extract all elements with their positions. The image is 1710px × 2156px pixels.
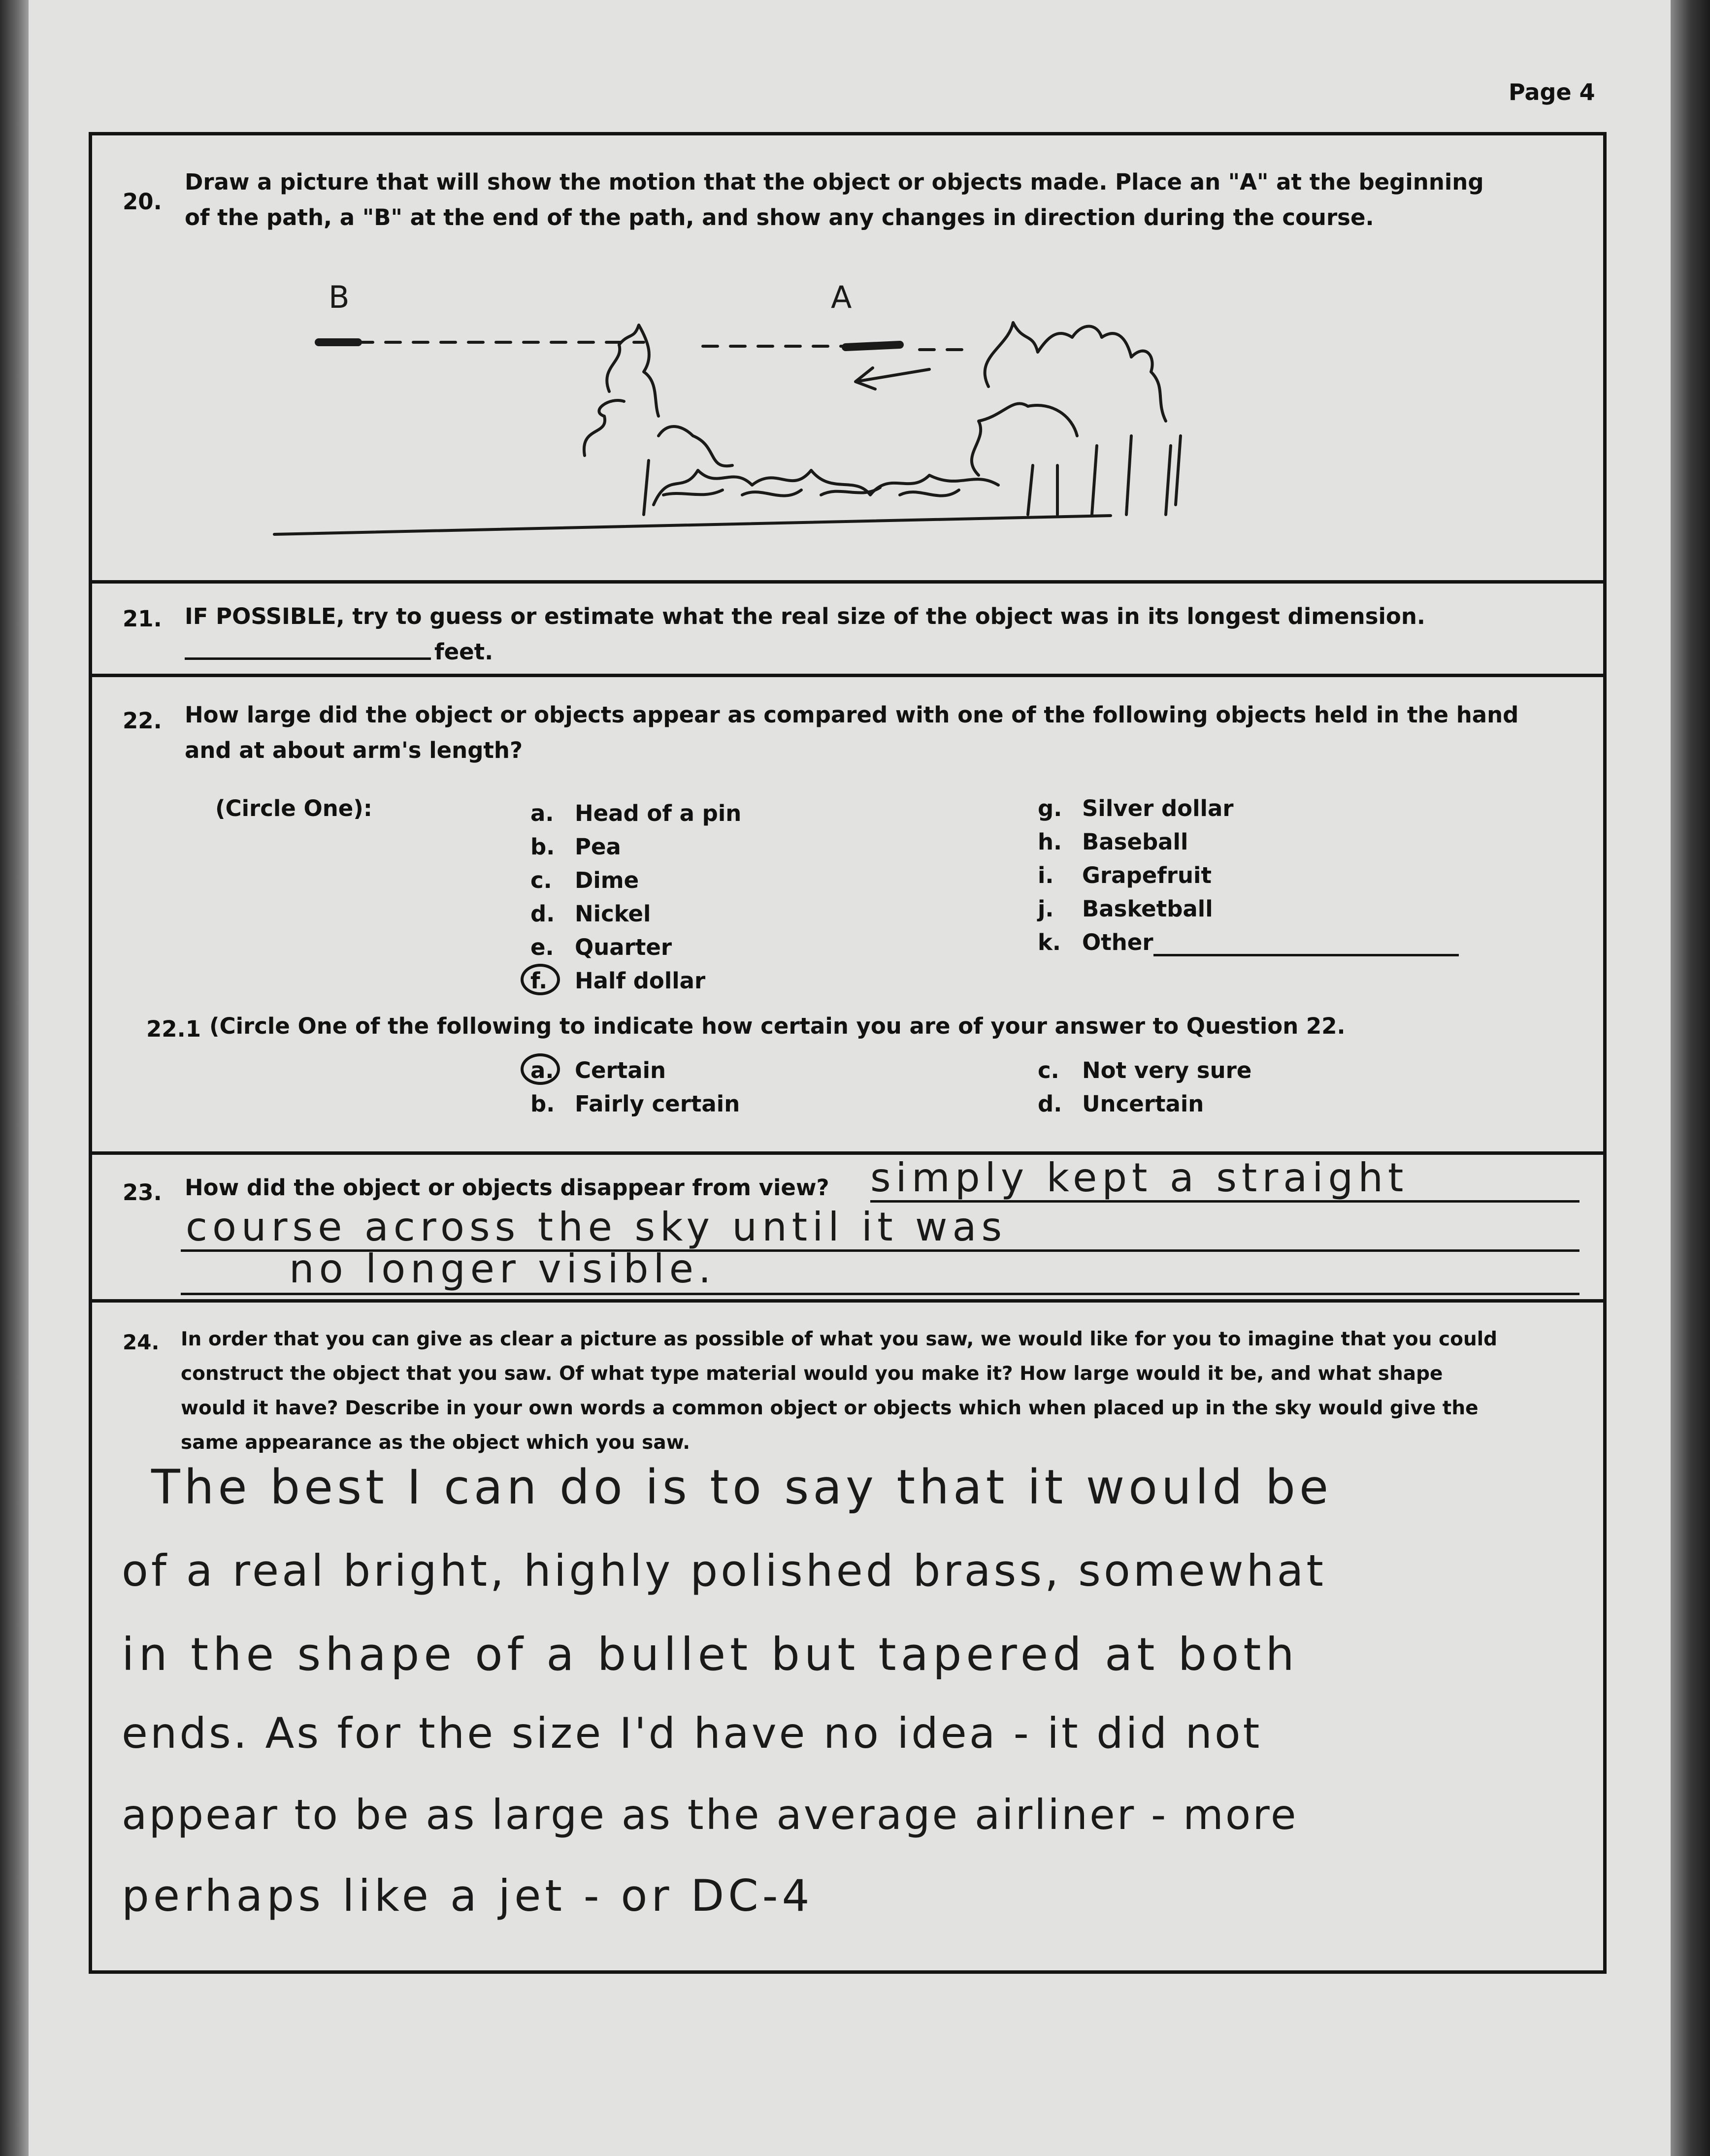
- answer-line-5: appear to be as large as the average airliner - more: [122, 1791, 1298, 1839]
- question-text: IF POSSIBLE, try to guess or estimate what the real size of the object was in its longest dimension.: [185, 603, 1425, 629]
- certainty-option-c: c. Not very sure: [1038, 1057, 1252, 1083]
- disappear-answer-line-2: course across the sky until it was: [186, 1204, 1007, 1250]
- label-a: A: [831, 279, 852, 315]
- question-number: 24.: [123, 1330, 160, 1354]
- motion-sketch: [92, 239, 1603, 579]
- certainty-option-a: a. Certain: [530, 1057, 666, 1083]
- question-text: How did the object or objects disappear from view?: [185, 1175, 829, 1201]
- answer-line-1: The best I can do is to say that it would be: [151, 1460, 1332, 1515]
- label-b: B: [329, 279, 350, 315]
- answer-line-6: perhaps like a jet - or DC-4: [122, 1870, 814, 1921]
- shrubs: [654, 470, 998, 505]
- disappear-answer-line-3: no longer visible.: [289, 1246, 716, 1292]
- form-frame: [89, 132, 1607, 1974]
- tree-left: [584, 325, 732, 515]
- question-23: [92, 1155, 1603, 1303]
- page-number: Page 4: [1509, 79, 1595, 105]
- option-h: h. Baseball: [1038, 829, 1188, 855]
- disappear-answer-line-1: simply kept a straight: [870, 1155, 1409, 1201]
- unit-label: feet.: [434, 639, 493, 665]
- option-a: a. Head of a pin: [530, 800, 742, 826]
- option-d: d. Nickel: [530, 901, 651, 927]
- option-e: e. Quarter: [530, 934, 672, 960]
- object-at-a: [846, 345, 900, 347]
- size-answer-line: [185, 657, 431, 660]
- question-number: 22.: [123, 708, 162, 734]
- question-text-line-3: would it have? Describe in your own words a common object or objects which when placed up in the sky would give the: [181, 1397, 1479, 1419]
- answer-line-2: of a real bright, highly polished brass, somewhat: [122, 1545, 1326, 1596]
- answer-underline-3: [181, 1293, 1579, 1295]
- option-g: g. Silver dollar: [1038, 795, 1234, 821]
- question-22-1-number: 22.1: [146, 1016, 201, 1042]
- question-24: [92, 1303, 1603, 1977]
- option-k: k. Other: [1038, 929, 1153, 955]
- question-text-line-1: Draw a picture that will show the motion that the object or objects made. Place an "A" at the beginning: [185, 169, 1484, 195]
- direction-arrow: [855, 368, 929, 389]
- selected-answer-circle: [521, 964, 560, 995]
- tree-right: [972, 323, 1181, 515]
- option-j: j. Basketball: [1038, 896, 1213, 922]
- answer-underline-1: [870, 1200, 1579, 1203]
- form-page: [29, 0, 1671, 2156]
- question-20: [92, 135, 1603, 584]
- answer-line-4: ends. As for the size I'd have no idea - it did not: [122, 1709, 1262, 1758]
- question-number: 21.: [123, 606, 162, 632]
- question-text-line-1: In order that you can give as clear a picture as possible of what you saw, we would like for you to imagine that you could: [181, 1328, 1498, 1350]
- answer-line-3: in the shape of a bullet but tapered at both: [122, 1628, 1299, 1681]
- question-text-line-2: construct the object that you saw. Of what type material would you make it? How large would it be, and what shape: [181, 1363, 1443, 1385]
- circle-one-instruction: (Circle One):: [215, 795, 372, 821]
- question-text-line-1: How large did the object or objects appear as compared with one of the following objects held in the hand: [185, 702, 1519, 728]
- question-text-line-2: of the path, a "B" at the end of the path, and show any changes in direction during the course.: [185, 204, 1374, 230]
- question-text-line-2: and at about arm's length?: [185, 737, 523, 763]
- selected-certainty-circle: [521, 1053, 560, 1085]
- question-number: 20.: [123, 189, 162, 215]
- question-number: 23.: [123, 1179, 162, 1206]
- scan-left-edge: [0, 0, 29, 2156]
- certainty-option-d: d. Uncertain: [1038, 1091, 1204, 1117]
- option-i: i. Grapefruit: [1038, 862, 1212, 888]
- question-text-line-4: same appearance as the object which you saw.: [181, 1432, 691, 1454]
- option-c: c. Dime: [530, 867, 639, 893]
- scan-right-edge: [1671, 0, 1710, 2156]
- certainty-option-b: b. Fairly certain: [530, 1091, 740, 1117]
- question-22-1-text: (Circle One of the following to indicate how certain you are of your answer to Question 22.: [209, 1013, 1346, 1039]
- ground-line: [274, 516, 1111, 534]
- other-answer-line: [1153, 954, 1459, 956]
- question-21: [92, 584, 1603, 677]
- question-22: [92, 677, 1603, 1155]
- option-f: f. Half dollar: [530, 968, 706, 994]
- option-b: b. Pea: [530, 834, 621, 860]
